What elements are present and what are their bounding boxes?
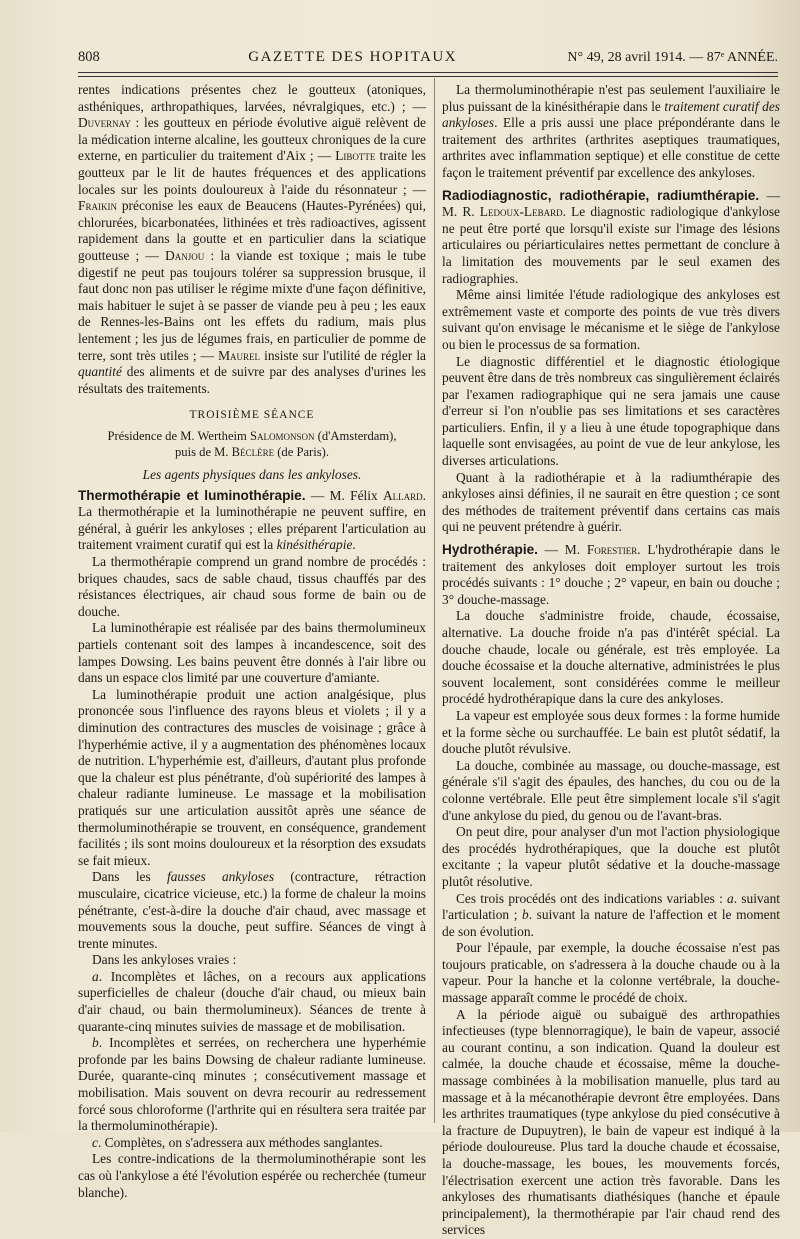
author-name: Fraikin xyxy=(78,198,117,214)
body-paragraph: Le diagnostic différentiel et le diagnostic étiologique peuvent être dans de très nombreux cas singulièrement éclairés par l'examen radiographique qui ne sera jamais une cause d'erreur si l'on n'oublie pas ses limitations et ses caractères particuliers. Enfin, il y a lieu à une étude topographique dans laquelle sont envisagées, au point de vue de leur ankylose, les diverses articulations. xyxy=(442,353,780,469)
body-paragraph: La luminothérapie est réalisée par des bains thermolumineux partiels contenant soit des lampes à incandescence, soit des lampes Dowsing. Les bains peuvent être donnés à l'air libre ou dans un espace clos limité par une couverture d'amiante. xyxy=(78,620,426,686)
body-paragraph: Quant à la radiothérapie et à la radiumthérapie des ankyloses ainsi définies, il ne saurait en être question ; ce sont des méthodes de traitement préventif dans certains cas mais qui ne peuvent prétendre à guérir. xyxy=(442,469,780,535)
journal-title: GAZETTE DES HOPITAUX xyxy=(248,49,458,65)
gout-summary-paragraph: rentes indications présentes chez le goutteux (atoniques, asthéniques, arthropathiques, larvées, névralgiques, etc.) ; — Duvernay : les goutteux en période évolutive aiguë relèvent de la médication interne alcaline, les goutteux chroniques de la cure externe, en particulier du traitement d'Aix ; — Libotte traite les goutteux par le lit de hautes fréquences et des applications locales sur les points douloureux à l'aide du résonnateur ; — Fraikin préconise les eaux de Beaucens (Hautes-Pyrénées) qui, chlorurées, bicarbonatées, lithinées et très radioactives, agissent rapidement dans la goutte et en particulier dans la sciatique goutteuse ; — Danjou : la viande est toxique ; mais le tube digestif ne peut pas toujours tolérer sa suppression brusque, il faut donc non pas utiliser le régime mixte d'une façon définitive, mais habituer le sujet à se passer de viande peu à peu ; les eaux de Rennes-les-Bains ont les effets du radium, mais plus lentement ; les jus de légumes frais, en particulier de pomme de terre, sont très utiles ; — Maurel insiste sur l'utilité de régler la quantité des aliments et de suivre par des analyses d'urines les résultats des traitements. xyxy=(78,82,426,396)
body-paragraph: La vapeur est employée sous deux formes : la forme humide et la forme sèche ou surchauffée. Le bain est plutôt sédatif, la douche plutôt révulsive. xyxy=(442,707,780,757)
body-paragraph: Dans les ankyloses vraies : xyxy=(92,952,237,968)
list-item: b. Incomplètes et serrées, on recherchera une hyperhémie profonde par les bains Dowsing de chaleur radiante lumineuse. Durée, quarante-cinq minutes ; consécutivement massage et mobilisation. Mais souvent on devra recourir au redressement forcé sous chloroforme (l'arthrite qui en résultera sera traitée par la thermoluminothérapie). xyxy=(78,1035,426,1134)
section-subheading: Les agents physiques dans les ankyloses. xyxy=(142,467,362,483)
author-name: Maurel xyxy=(218,347,261,363)
list-item: c. Complètes, on s'adressera aux méthodes sanglantes. xyxy=(92,1134,383,1150)
body-paragraph: Même ainsi limitée l'étude radiologique des ankyloses est extrêmement vaste et comporte des points de vue très divers suivant qu'on envisage le mécanisme et le siège de l'ankylose ou bien le processus de sa formation. xyxy=(442,287,780,352)
column-divider xyxy=(434,78,435,1123)
issue-info: N° 49, 28 avril 1914. — 87ᵉ ANNÉE. xyxy=(567,50,778,65)
body-paragraph: Les contre-indications de la thermoluminothérapie sont les cas où l'ankylose a été l'évolution espérée ou recherchée (tumeur blanche). xyxy=(78,1151,426,1200)
thermotherapy-paragraph: Thermothérapie et luminothérapie. — M. Félix Allard. La thermothérapie et la luminothérapie ne peuvent suffire, en général, à guérir les ankyloses ; elles préparent l'articulation au traitement vraiment curatif qui est la kinésithérapie. xyxy=(78,487,426,553)
rubric-heading: Thermothérapie et luminothérapie. xyxy=(78,487,306,503)
author-name: Forestier xyxy=(586,542,638,558)
radiology-paragraph: Radiodiagnostic, radiothérapie, radiumthérapie. — M. R. Ledoux-Lebard. Le diagnostic radiologique d'ankylose ne peut être porté que lorsqu'il existe sur l'image des lésions articulaires ou périarticulaires nettes permettant de conclure à la limitation des mouvements par le seul examen des radiographies. xyxy=(442,187,780,286)
hydrotherapy-paragraph: Hydrothérapie. — M. Forestier. L'hydrothérapie dans le traitement des ankyloses doit employer surtout les trois procédés suivants : 1° douche ; 2° vapeur, en bain ou douche ; 3° douche-massage. xyxy=(442,542,780,607)
rubric-heading: Hydrothérapie. xyxy=(442,542,538,558)
right-column xyxy=(442,82,780,1239)
body-paragraph: La douche, combinée au massage, ou douche-massage, est générale s'il s'agit des épaules, des hanches, du cou ou de la colonne vertébrale. Elle peut être simplement locale s'il s'agit d'une ankylose du pied, du genou ou de l'avant-bras. xyxy=(442,757,780,823)
body-paragraph: La luminothérapie produit une action analgésique, plus prononcée sous l'influence des rayons bleus et violets ; il y a diminution des contractures des muscles de voisinage ; grâce à l'hyperhémie active, il y a augmentation des phénomènes locaux de nutrition. L'hyperhémie est, d'ailleurs, d'autant plus profonde que la chaleur est plus pénétrante, d'où supériorité des lampes à chaleur radiante lumineuse. Le massage et la mobilisation pratiqués sur une articulation aussitôt après une séance de thermoluminothérapie se trouvent, en conséquence, grandement facilités ; ils sont moins douloureux et la résorption des exsudats se fait mieux. xyxy=(78,686,426,868)
author-name: Libotte xyxy=(335,148,376,164)
page-header xyxy=(78,40,778,66)
header-rule xyxy=(78,72,778,73)
presidency-line: Présidence de M. Wertheim Salomonson (d'Amsterdam), xyxy=(107,428,397,443)
body-paragraph: La douche s'administre froide, chaude, écossaise, alternative. La douche froide n'a pas d'intérêt spécial. La douche chaude, locale ou générale, est très employée. La douche écossaise et la douche alternative, administrées le plus souvent localement, sont considérées comme le meilleur procédé hydrothérapique dans la cure des ankyloses. xyxy=(442,608,780,707)
body-paragraph: Ces trois procédés ont des indications variables : a. suivant l'articulation ; b. suivant la nature de l'affection et le moment de son évolution. xyxy=(442,890,780,939)
body-paragraph: Pour l'épaule, par exemple, la douche écossaise n'est pas toujours praticable, on s'adressera à la douche chaude ou à la vapeur. Pour la hanche et la colonne vertébrale, la douche-massage apparaît comme le procédé de choix. xyxy=(442,940,780,1006)
author-name: Duvernay xyxy=(78,115,131,131)
body-paragraph: Dans les fausses ankyloses (contracture, rétraction musculaire, cicatrice vicieuse, etc.) la forme de chaleur la moins pénétrante, c'est-à-dire la douche d'air chaud, avec massage et mouvements sous la douche, peut suffire. Séances de vingt à trente minutes. xyxy=(78,869,426,951)
body-paragraph: A la période aiguë ou subaiguë des arthropathies infectieuses (type blennorragique), le bain de vapeur, associé au courant continu, a son indication. Quand la douleur est calmée, la douche chaude et écossaise, même la douche-massage combinées à la mobilisation manuelle, plus tard au massage et à la mécanothérapie devront être employées. Dans les arthrites traumatiques (type ankylose du pied consécutive à la fracture de Dupuytren), le bain de vapeur est indiqué à la période douloureuse. Plus tard la douche chaude et écossaise, la douche-massage, les boues, les mouvements forcés, l'électrisation exercent une action très favorable. Dans les ankyloses des rhumatisants diathésiques (hanche et épaule principalement), la thermothérapie par l'air chaud rend des services xyxy=(442,1006,780,1238)
session-title: TROISIÈME SÉANCE xyxy=(189,409,315,422)
body-paragraph: On peut dire, pour analyser d'un mot l'action physiologique des procédés hydrothérapiques, que la douche est plutôt excitante ; la vapeur plutôt sédative et la douche-massage plutôt résolutive. xyxy=(442,824,780,889)
page-number: 808 xyxy=(78,49,100,65)
body-paragraph: La thermothérapie comprend un grand nombre de procédés : briques chaudes, sacs de sable chaud, tissus chauffés par des résistances électriques, air chaud sous forme de bain ou de douche. xyxy=(78,554,426,619)
left-column xyxy=(78,82,426,1201)
rubric-heading: Radiodiagnostic, radiothérapie, radiumthérapie. xyxy=(442,187,760,203)
author-name: Danjou xyxy=(165,247,205,263)
body-paragraph: La thermoluminothérapie n'est pas seulement l'auxiliaire le plus puissant de la kinésithérapie dans le traitement curatif des ankyloses. Elle a pris aussi une place prépondérante dans le traitement des arthrites (arthrites aseptiques traumatiques, arthrites avec inflammation septique) et elle constitue de cette façon le traitement préventif par excellence des ankyloses. xyxy=(442,82,780,180)
presidency-line-2: puis de M. Béclère (de Paris). xyxy=(175,445,329,460)
list-item: a. Incomplètes et lâches, on a recours aux applications superficielles de chaleur (douche d'air chaud, ou mieux bain d'air chaud, ou bain thermolumineux). Séances de trente à quarante-cinq minutes suivies de massage et de mobilisation. xyxy=(78,968,426,1034)
header-rule-thin xyxy=(78,76,778,77)
author-name: Ledoux-Lebard xyxy=(479,204,563,220)
author-name: Allard xyxy=(382,487,423,503)
